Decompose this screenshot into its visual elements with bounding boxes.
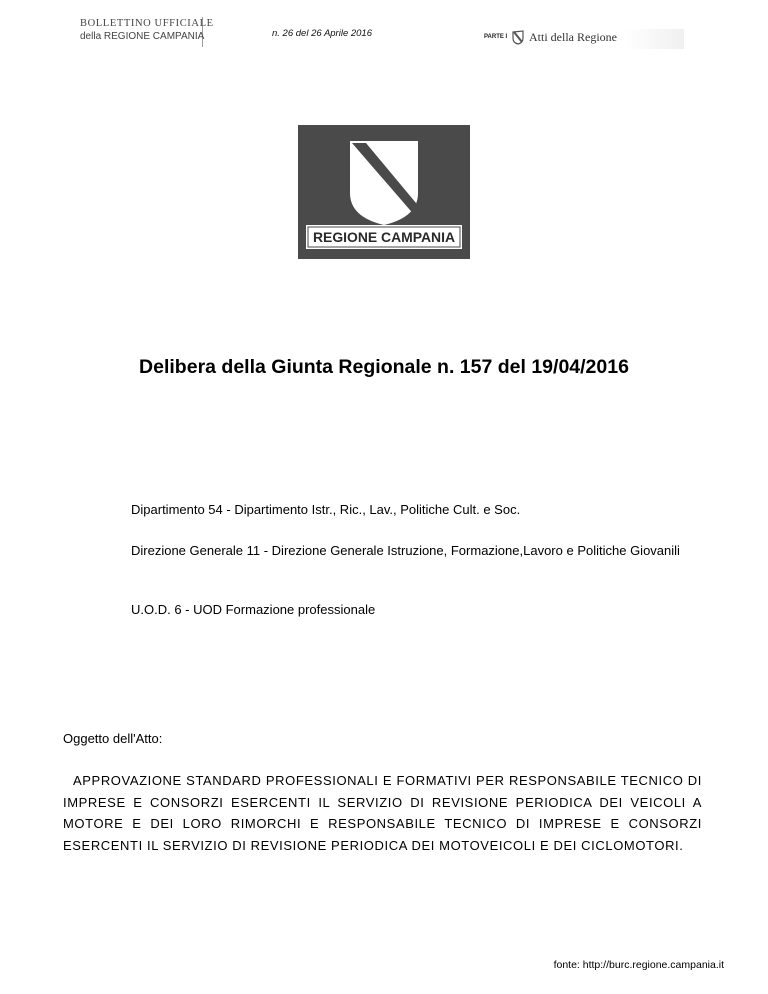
regione-campania-emblem — [298, 125, 470, 259]
delibera-title: Delibera della Giunta Regionale n. 157 del 19/04/2016 — [139, 356, 629, 378]
oggetto-label: Oggetto dell'Atto: — [63, 731, 163, 746]
oggetto-text: APPROVAZIONE STANDARD PROFESSIONALI E FORMATIVI PER RESPONSABILE TECNICO DI IMPRESE E CONSORZI ESERCENTI IL SERVIZIO DI REVISIONE PERIODICA DEI VEICOLI A MOTORE E DEI LORO RIMORCHI E RESPONSABILE TECNICO DI IMPRESE E CONSORZI ESERCENTI IL SERVIZIO DI REVISIONE PERIODICA DEI MOTOVEICOLI E DEI CICLOMOTORI. — [63, 773, 702, 853]
direzione-generale: Direzione Generale 11 - Direzione Generale Istruzione, Formazione,Lavoro e Politiche Giovanili — [131, 543, 680, 558]
source-link[interactable]: fonte: http://burc.regione.campania.it — [553, 959, 724, 971]
bollettino-masthead — [72, 17, 214, 47]
uod: U.O.D. 6 - UOD Formazione professionale — [131, 602, 376, 617]
parte-title: Atti della Regione — [529, 30, 617, 44]
emblem-label: REGIONE CAMPANIA — [313, 229, 455, 245]
section-header — [484, 29, 684, 49]
parte-label: PARTE I — [484, 34, 508, 40]
issue-number: n. 26 del 26 Aprile 2016 — [272, 28, 373, 39]
emblem-graphic — [298, 125, 470, 259]
bollettino-subtitle: della REGIONE CAMPANIA — [80, 31, 205, 42]
region-logo-icon — [511, 29, 525, 45]
dipartimento: Dipartimento 54 - Dipartimento Istr., Ric., Lav., Politiche Cult. e Soc. — [131, 502, 521, 517]
bollettino-title: BOLLETTINO UFFICIALE — [80, 18, 214, 29]
